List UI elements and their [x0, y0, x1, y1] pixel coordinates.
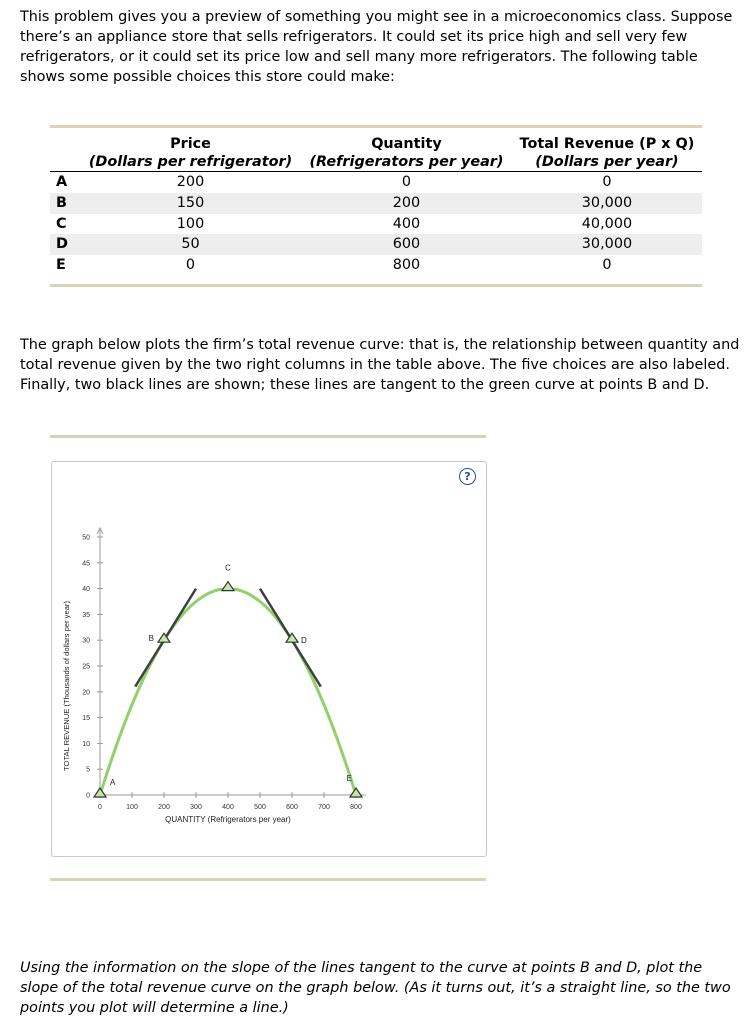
table-row [50, 193, 702, 214]
quantity-cell: 400 [392, 215, 421, 232]
price-header-unit: (Dollars per refrigerator) [88, 154, 293, 170]
row-label-header [50, 135, 80, 172]
quantity-header-title: Quantity [371, 136, 442, 152]
table-row [50, 172, 702, 193]
table-header-row [50, 135, 702, 172]
price-cell: 150 [176, 194, 205, 211]
quantity-header-unit: (Refrigerators per year) [309, 154, 504, 170]
x-tick-label: 500 [254, 804, 266, 811]
total-revenue-chart [52, 462, 486, 856]
revenue-cell: 30,000 [581, 194, 633, 211]
y-tick-label: 35 [82, 611, 90, 619]
help-button[interactable]: ? [459, 468, 476, 485]
table-row [50, 255, 702, 276]
y-tick-label: 30 [82, 637, 90, 645]
x-tick-label: 800 [350, 804, 362, 811]
y-tick-label: 50 [82, 534, 90, 542]
table-bottom-rule [50, 284, 702, 287]
point-marker-a [94, 788, 106, 797]
row-label: A [56, 174, 68, 190]
y-tick-label: 20 [82, 689, 90, 697]
revenue-header-unit: (Dollars per year) [535, 154, 679, 170]
point-label-d: D [301, 636, 307, 646]
x-tick-label: 400 [222, 804, 234, 811]
x-tick-label: 600 [286, 804, 298, 811]
price-header [80, 135, 301, 172]
revenue-table [50, 135, 702, 276]
x-tick-label: 200 [158, 804, 170, 811]
x-tick-label: 0 [98, 804, 102, 811]
row-label: D [56, 236, 68, 253]
point-label-c: C [225, 563, 231, 573]
quantity-cell: 800 [392, 257, 421, 274]
revenue-cell: 40,000 [581, 215, 633, 232]
quantity-header [301, 135, 512, 172]
row-label: C [56, 215, 67, 232]
price-cell: 200 [176, 174, 205, 190]
point-marker-e [350, 788, 362, 797]
revenue-cell: 0 [602, 174, 612, 190]
x-tick-label: 700 [318, 804, 330, 811]
table-row [50, 214, 702, 235]
y-tick-label: 10 [82, 740, 90, 748]
x-axis-label: QUANTITY (Refrigerators per year) [165, 815, 291, 824]
point-label-a: A [110, 778, 116, 787]
price-cell: 100 [176, 215, 205, 232]
graph-description: The graph below plots the firm’s total revenue curve: that is, the relationship between quantity and total revenue given by the two right columns in the table above. The five choices are also labeled. Finally, two black lines are shown; these lines are tangent to the green curve at points B and D. [20, 337, 740, 393]
price-header-title: Price [170, 136, 211, 152]
graph-top-rule [50, 435, 486, 438]
x-tick-label: 100 [126, 804, 138, 811]
intro-paragraph: This problem gives you a preview of something you might see in a microeconomics class. Suppose there’s an appliance store that sells refrigerators. It could set its price high and sell very few refrigerators, or it could set its price low and sell many more refrigerators. The following table shows some possible choices this store could make: [20, 9, 733, 85]
point-label-e: E [346, 774, 352, 783]
table-top-rule [50, 125, 702, 128]
total-revenue-curve [100, 589, 356, 795]
revenue-cell: 0 [602, 257, 612, 274]
quantity-cell: 0 [401, 174, 412, 190]
price-cell: 0 [185, 257, 196, 274]
y-tick-label: 40 [82, 586, 90, 594]
graph-bottom-rule [50, 878, 486, 881]
point-marker-c [222, 582, 234, 591]
y-tick-label: 5 [86, 766, 90, 774]
x-tick-label: 300 [190, 804, 202, 811]
revenue-cell: 30,000 [581, 236, 633, 253]
revenue-header [512, 135, 702, 172]
price-cell: 50 [181, 236, 200, 253]
row-label: B [56, 194, 67, 211]
y-axis-label: TOTAL REVENUE (Thousands of dollars per year) [62, 601, 71, 771]
instruction-paragraph: Using the information on the slope of the lines tangent to the curve at points B and D, plot the slope of the total revenue curve on the graph below. (As it turns out, it’s a straight line, so the two points you plot will determine a line.) [20, 960, 731, 1016]
y-tick-label: 15 [82, 715, 90, 723]
point-label-b: B [148, 634, 154, 644]
quantity-cell: 600 [392, 236, 421, 253]
y-tick-label: 45 [82, 560, 90, 568]
quantity-cell: 200 [392, 194, 421, 211]
table-row [50, 234, 702, 255]
graph-panel [51, 461, 487, 857]
y-tick-label: 0 [86, 792, 90, 800]
revenue-header-title: Total Revenue (P x Q) [519, 136, 695, 152]
y-tick-label: 25 [82, 663, 90, 671]
row-label: E [56, 257, 66, 274]
